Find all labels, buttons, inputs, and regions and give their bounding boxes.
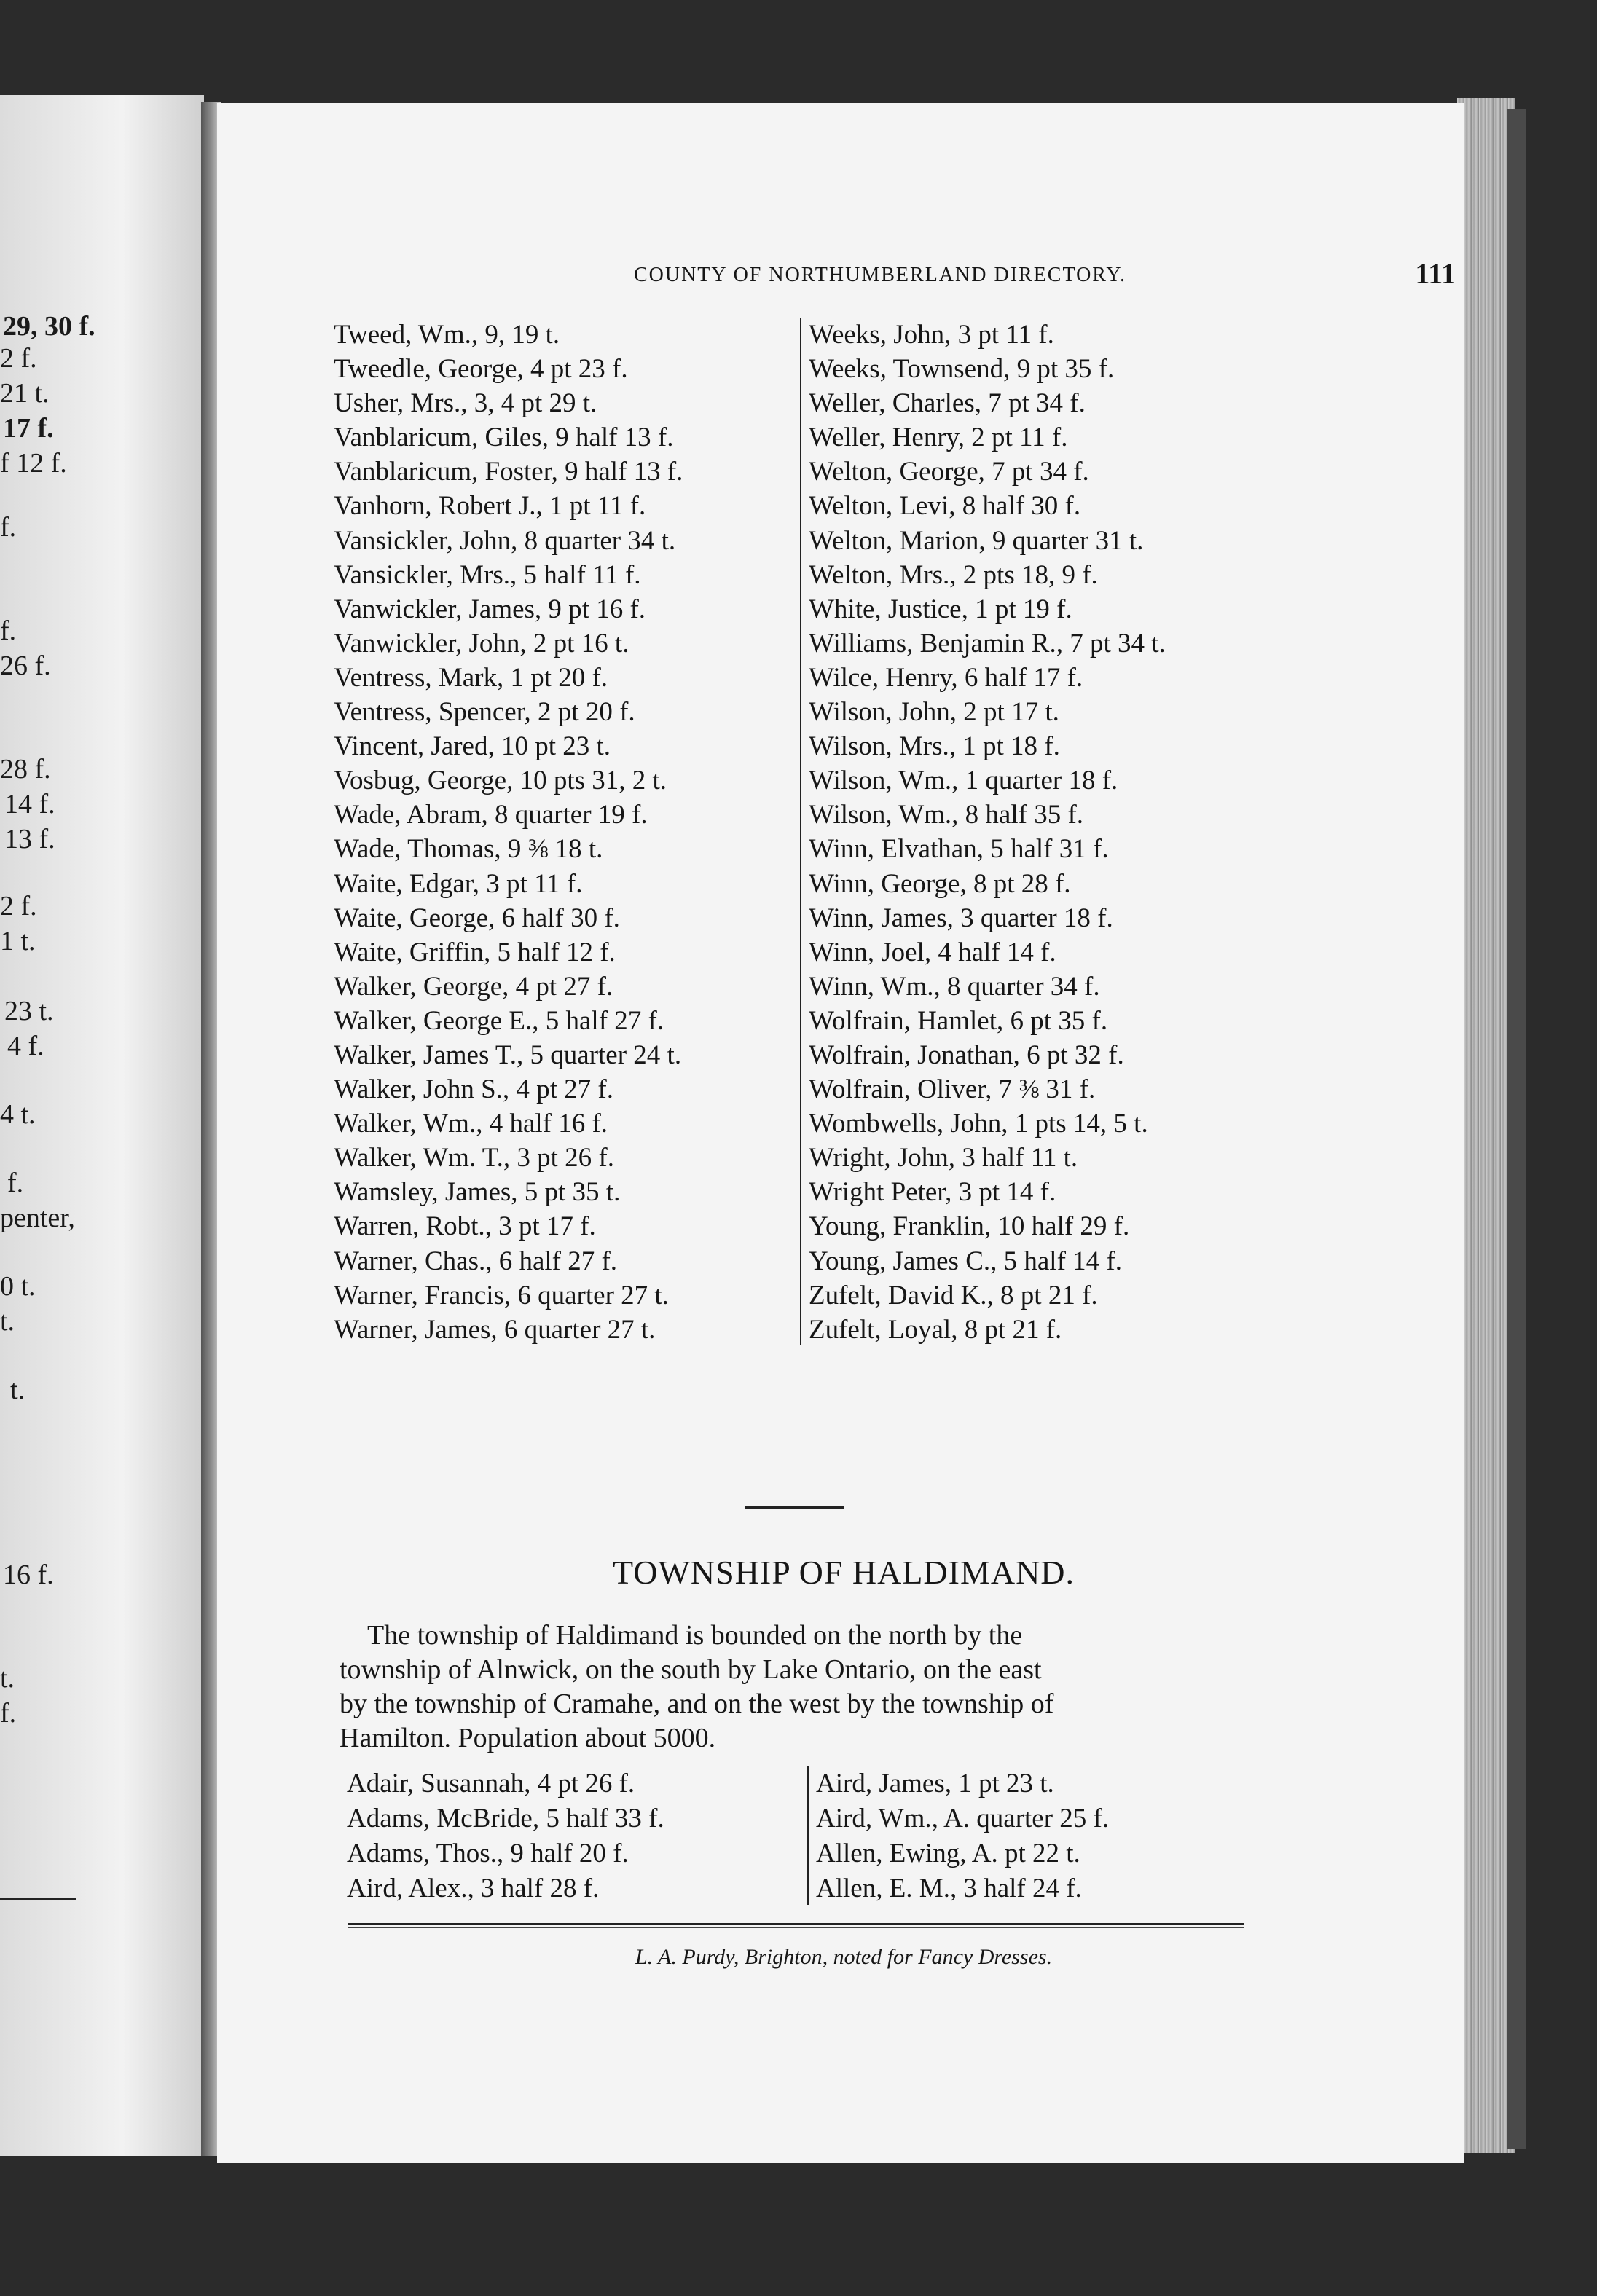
directory-entry: Young, James C., 5 half 14 f.: [809, 1246, 1122, 1276]
directory-entry: Usher, Mrs., 3, 4 pt 29 t.: [334, 388, 597, 419]
directory-entry: Young, Franklin, 10 half 29 f.: [809, 1211, 1130, 1242]
directory-entry: Welton, George, 7 pt 34 f.: [809, 457, 1089, 487]
directory-entry: Waite, Edgar, 3 pt 11 f.: [334, 868, 583, 899]
section-intro: [340, 1619, 1250, 1756]
directory-entry: Wombwells, John, 1 pts 14, 5 t.: [809, 1109, 1148, 1139]
left-fragment: 26 f.: [0, 650, 51, 681]
directory-entry: Aird, Alex., 3 half 28 f.: [347, 1874, 600, 1903]
directory-entry: Adams, McBride, 5 half 33 f.: [347, 1804, 664, 1833]
directory-entry: Vincent, Jared, 10 pt 23 t.: [334, 731, 611, 762]
directory-entry: Wilson, Wm., 1 quarter 18 f.: [809, 766, 1118, 796]
directory-entry: Williams, Benjamin R., 7 pt 34 t.: [809, 628, 1166, 658]
left-fragment: 23 t.: [4, 996, 54, 1026]
directory-entry: Wilson, Wm., 8 half 35 f.: [809, 800, 1084, 830]
header-title: COUNTY OF NORTHUMBERLAND DIRECTORY.: [633, 264, 1127, 286]
directory-entry: Vanblaricum, Foster, 9 half 13 f.: [334, 457, 683, 487]
directory-entry: Warner, James, 6 quarter 27 t.: [334, 1314, 656, 1345]
directory-entry: Weeks, John, 3 pt 11 f.: [809, 320, 1054, 350]
intro-line: Hamilton. Population about 5000.: [340, 1723, 716, 1753]
directory-entry: Zufelt, Loyal, 8 pt 21 f.: [809, 1314, 1062, 1345]
directory-entry: Wright Peter, 3 pt 14 f.: [809, 1177, 1056, 1208]
footer-rule: [348, 1923, 1244, 1925]
directory-entry: Wilson, John, 2 pt 17 t.: [809, 697, 1059, 728]
directory-entry: Winn, James, 3 quarter 18 f.: [809, 903, 1113, 933]
left-fragment: f.: [0, 512, 17, 543]
intro-line: The township of Haldimand is bounded on the north by the: [367, 1620, 1023, 1651]
left-fragment: t.: [0, 1306, 15, 1337]
directory-entry: Warner, Chas., 6 half 27 f.: [334, 1246, 618, 1276]
left-fragment: 14 f.: [4, 789, 55, 819]
intro-line: township of Alnwick, on the south by Lake Ontario, on the east: [340, 1654, 1042, 1685]
footer-rule-thin: [348, 1927, 1244, 1928]
left-fragment: f.: [7, 1168, 24, 1198]
directory-entry: Walker, Wm. T., 3 pt 26 f.: [334, 1143, 614, 1173]
directory-entry: Adair, Susannah, 4 pt 26 f.: [347, 1769, 635, 1798]
left-fragment: f.: [0, 616, 17, 646]
directory-entry: Wright, John, 3 half 11 t.: [809, 1143, 1078, 1173]
left-fragment: f 12 f.: [0, 448, 67, 479]
left-fragment: t.: [0, 1663, 15, 1694]
directory-entry: Walker, George, 4 pt 27 f.: [334, 971, 613, 1002]
directory-entry: Vanblaricum, Giles, 9 half 13 f.: [334, 422, 674, 453]
directory-entry: Wamsley, James, 5 pt 35 t.: [334, 1177, 621, 1208]
directory-entry: Ventress, Mark, 1 pt 20 f.: [334, 662, 608, 693]
haldimand-column-right: [807, 1766, 1268, 1905]
left-fragment: 13 f.: [4, 824, 55, 854]
directory-entry: Waite, Griffin, 5 half 12 f.: [334, 937, 616, 967]
directory-entry: Wade, Thomas, 9 ⅜ 18 t.: [334, 834, 603, 865]
advertisement-footer: L. A. Purdy, Brighton, noted for Fancy Dresses.: [635, 1945, 1053, 1969]
left-fragment: 0 t.: [0, 1271, 36, 1302]
directory-entry: Walker, Wm., 4 half 16 f.: [334, 1109, 608, 1139]
directory-entry: Wolfrain, Oliver, 7 ⅜ 31 f.: [809, 1074, 1096, 1105]
directory-entry: Adams, Thos., 9 half 20 f.: [347, 1839, 629, 1868]
directory-entry: Welton, Levi, 8 half 30 f.: [809, 491, 1081, 522]
directory-entry: Aird, Wm., A. quarter 25 f.: [816, 1804, 1110, 1833]
directory-entry: Welton, Marion, 9 quarter 31 t.: [809, 525, 1144, 556]
left-fragment: 29, 30 f.: [3, 311, 95, 342]
directory-entry: Vansickler, Mrs., 5 half 11 f.: [334, 559, 641, 590]
running-header: [479, 256, 1456, 300]
directory-entry: Wilson, Mrs., 1 pt 18 f.: [809, 731, 1060, 762]
directory-entry: Vosbug, George, 10 pts 31, 2 t.: [334, 766, 667, 796]
section-divider: [745, 1506, 844, 1509]
directory-entry: Tweed, Wm., 9, 19 t.: [334, 320, 560, 350]
directory-entry: Wolfrain, Jonathan, 6 pt 32 f.: [809, 1039, 1124, 1070]
directory-entry: White, Justice, 1 pt 19 f.: [809, 594, 1072, 624]
left-fragment: 4 f.: [7, 1031, 44, 1061]
left-fragment: 4 t.: [0, 1099, 36, 1130]
left-fragment: 28 f.: [0, 754, 51, 785]
directory-entry: Winn, Wm., 8 quarter 34 f.: [809, 971, 1100, 1002]
directory-entry: Vanwickler, John, 2 pt 16 t.: [334, 628, 629, 658]
left-fragment: 2 f.: [0, 891, 37, 921]
book-cover-edge: [1507, 109, 1526, 2149]
directory-entry: Allen, E. M., 3 half 24 f.: [816, 1874, 1082, 1903]
left-fragment: t.: [10, 1375, 25, 1405]
directory-entry: Wolfrain, Hamlet, 6 pt 35 f.: [809, 1005, 1108, 1036]
intro-line: by the township of Cramahe, and on the west by the township of: [340, 1688, 1054, 1719]
haldimand-column-left: [347, 1766, 791, 1906]
directory-entry: Winn, George, 8 pt 28 f.: [809, 868, 1071, 899]
directory-entry: Vanwickler, James, 9 pt 16 f.: [334, 594, 646, 624]
directory-entry: Wilce, Henry, 6 half 17 f.: [809, 662, 1083, 693]
left-fragment: penter,: [0, 1203, 75, 1233]
directory-entry: Welton, Mrs., 2 pts 18, 9 f.: [809, 559, 1098, 590]
directory-entry: Winn, Joel, 4 half 14 f.: [809, 937, 1056, 967]
directory-entry: Walker, James T., 5 quarter 24 t.: [334, 1039, 682, 1070]
directory-entry: Weller, Charles, 7 pt 34 f.: [809, 388, 1086, 419]
directory-entry: Zufelt, David K., 8 pt 21 f.: [809, 1280, 1098, 1310]
directory-entry: Aird, James, 1 pt 23 t.: [816, 1769, 1054, 1798]
directory-entry: Winn, Elvathan, 5 half 31 f.: [809, 834, 1109, 865]
left-fragment: f.: [0, 1698, 17, 1729]
page-number: 111: [1415, 257, 1456, 290]
directory-entry: Warner, Francis, 6 quarter 27 t.: [334, 1280, 669, 1310]
left-fragment: 16 f.: [3, 1560, 54, 1590]
directory-entry: Walker, John S., 4 pt 27 f.: [334, 1074, 614, 1105]
left-page-rule: [0, 1898, 76, 1900]
left-fragment: 2 f.: [0, 343, 37, 374]
directory-entry: Vansickler, John, 8 quarter 34 t.: [334, 525, 676, 556]
section-title: TOWNSHIP OF HALDIMAND.: [612, 1554, 1075, 1591]
directory-column-right: [800, 318, 1282, 1345]
directory-entry: Allen, Ewing, A. pt 22 t.: [816, 1839, 1080, 1868]
directory-entry: Weller, Henry, 2 pt 11 f.: [809, 422, 1068, 453]
directory-entry: Walker, George E., 5 half 27 f.: [334, 1005, 664, 1036]
left-facing-page: [0, 95, 204, 2156]
directory-entry: Wade, Abram, 8 quarter 19 f.: [334, 800, 648, 830]
directory-entry: Weeks, Townsend, 9 pt 35 f.: [809, 354, 1115, 385]
left-fragment: 1 t.: [0, 926, 36, 956]
directory-entry: Waite, George, 6 half 30 f.: [334, 903, 620, 933]
directory-entry: Ventress, Spencer, 2 pt 20 f.: [334, 697, 635, 728]
directory-column-left: [334, 318, 778, 1347]
directory-page: [217, 103, 1464, 2163]
left-fragment: 17 f.: [3, 413, 54, 444]
left-fragment: 21 t.: [0, 378, 50, 409]
directory-entry: Warren, Robt., 3 pt 17 f.: [334, 1211, 596, 1242]
directory-entry: Vanhorn, Robert J., 1 pt 11 f.: [334, 491, 646, 522]
directory-entry: Tweedle, George, 4 pt 23 f.: [334, 354, 628, 385]
